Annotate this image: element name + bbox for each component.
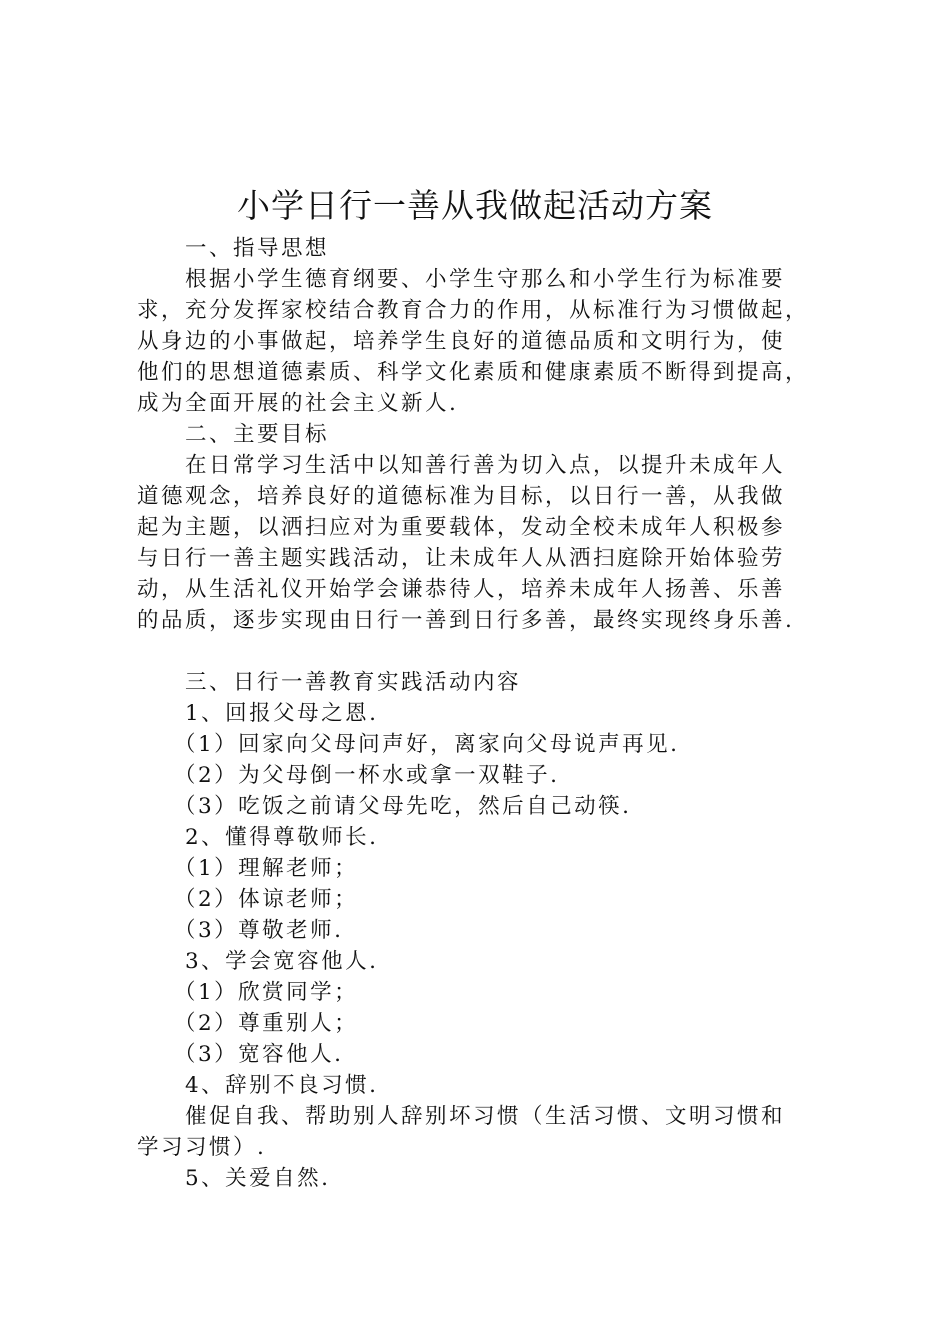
paragraph-line: 学习习惯）. <box>137 1135 267 1160</box>
paragraph-line: 根据小学生德育纲要、小学生守那么和小学生行为标准要 <box>185 267 786 292</box>
paragraph-line: 成为全面开展的社会主义新人. <box>137 391 459 416</box>
paragraph-main-goals <box>137 450 827 636</box>
list-sub-item: （1）欣赏同学； <box>174 980 359 1005</box>
paragraph-line: 道德观念，培养良好的道德标准为目标，以日行一善，从我做 <box>137 484 786 509</box>
paragraph-line: 求，充分发挥家校结合教育合力的作用，从标准行为习惯做起， <box>137 298 810 323</box>
list-item-heading: 2、懂得尊敬师长. <box>185 825 379 850</box>
paragraph-line: 动，从生活礼仪开始学会谦恭待人，培养未成年人扬善、乐善 <box>137 577 786 602</box>
paragraph-line: 从身边的小事做起，培养学生良好的道德品质和文明行为，使 <box>137 329 786 354</box>
list-sub-item: （3）吃饭之前请父母先吃，然后自己动筷. <box>174 794 632 819</box>
paragraph-line: 在日常学习生活中以知善行善为切入点，以提升未成年人 <box>185 453 786 478</box>
list-sub-item: （1）回家向父母问声好，离家向父母说声再见. <box>174 732 680 757</box>
list-sub-item: （3）尊敬老师. <box>174 918 344 943</box>
list-item-heading: 4、辞别不良习惯. <box>185 1073 379 1098</box>
list-item-heading: 3、学会宽容他人. <box>185 949 379 974</box>
list-sub-item: （1）理解老师； <box>174 856 359 881</box>
paragraph-line: 他们的思想道德素质、科学文化素质和健康素质不断得到提高， <box>137 360 810 385</box>
paragraph-line: 与日行一善主题实践活动，让未成年人从洒扫庭除开始体验劳 <box>137 546 786 571</box>
section-heading-activity-content: 三、日行一善教育实践活动内容 <box>185 670 522 695</box>
blank-line <box>137 636 827 667</box>
list-sub-item: （2）尊重别人； <box>174 1011 359 1036</box>
section-heading-main-goals: 二、主要目标 <box>185 422 330 447</box>
list-item-heading: 1、回报父母之恩. <box>185 701 379 726</box>
list-sub-item: （3）宽容他人. <box>174 1042 344 1067</box>
list-item-heading: 5、关爱自然. <box>185 1166 331 1191</box>
paragraph-line: 催促自我、帮助别人辞别坏习惯（生活习惯、文明习惯和 <box>185 1104 786 1129</box>
paragraph-line: 起为主题，以洒扫应对为重要载体，发动全校未成年人积极参 <box>137 515 786 540</box>
section-heading-guiding-ideology: 一、指导思想 <box>185 236 330 261</box>
document-title: 小学日行一善从我做起活动方案 <box>237 186 713 225</box>
list-sub-item: （2）体谅老师； <box>174 887 359 912</box>
paragraph-line: 的品质，逐步实现由日行一善到日行多善，最终实现终身乐善. <box>137 608 795 633</box>
paragraph-guiding-ideology <box>137 264 827 419</box>
document-body <box>137 233 827 1194</box>
list-sub-item: （2）为父母倒一杯水或拿一双鞋子. <box>174 763 560 788</box>
